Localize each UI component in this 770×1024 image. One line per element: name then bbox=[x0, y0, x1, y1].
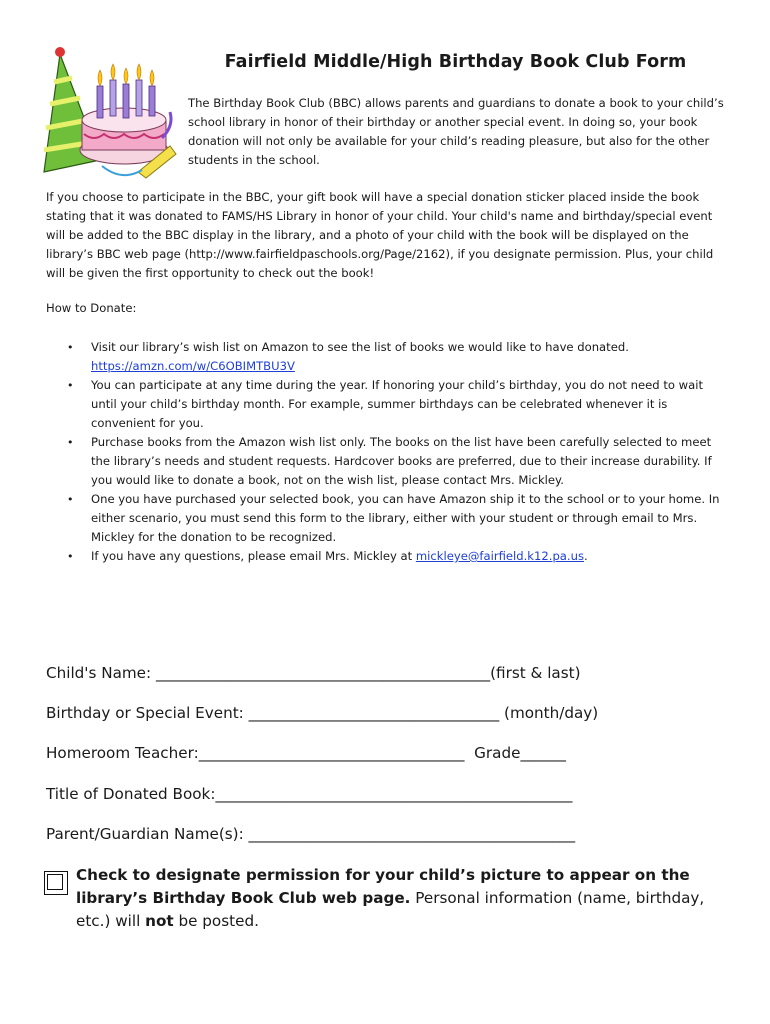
list-item bbox=[46, 490, 730, 547]
amazon-wishlist-link[interactable]: https://amzn.com/w/C6OBIMTBU3V bbox=[91, 359, 295, 373]
guardian-name-field[interactable]: Parent/Guardian Name(s): ___________________________________________ bbox=[46, 825, 576, 843]
permission-checkbox[interactable] bbox=[44, 871, 70, 897]
homeroom-teacher-field[interactable]: Homeroom Teacher:___________________________________ Grade______ bbox=[46, 744, 567, 762]
bullet-icon: • bbox=[67, 379, 74, 392]
how-to-donate-heading: How to Donate: bbox=[46, 301, 137, 315]
permission-normal-text: Personal information (name, birthday, etc.) will bbox=[76, 889, 705, 930]
period: . bbox=[583, 549, 588, 563]
bullet-icon: • bbox=[67, 550, 74, 563]
step-purchase-text: Purchase books from the Amazon wish list only. The books on the list have been carefully selected to meet the library’s needs and student requests. Hardcover books are preferred, due to their increase durability. If you would like to donate a book, not on the wish list, please contact Mrs. Mickley. bbox=[91, 435, 712, 487]
permission-end-text: be posted. bbox=[173, 912, 259, 930]
step-questions-text: If you have any questions, please email Mrs. Mickley at bbox=[91, 549, 416, 563]
birthday-cake-clipart-icon bbox=[42, 42, 177, 182]
permission-bold-text: Check to designate permission for your child’s picture to appear on the library’s Birthday Book Club web page. bbox=[76, 866, 690, 907]
form-title: Fairfield Middle/High Birthday Book Club Form bbox=[224, 52, 687, 72]
step-shipping-text: One you have purchased your selected book, you can have Amazon ship it to the school or to your home. In either scenario, you must send this form to the library, either with your student or through email to Mrs. Mickley for the donation to be recognized. bbox=[91, 492, 720, 544]
participation-paragraph: If you choose to participate in the BBC, your gift book will have a special donation sticker placed inside the book stating that it was donated to FAMS/HS Library in honor of your child. Your child's name and birthday/special event will be added to the BBC display in the library, and a photo of your child with the book will be displayed on the library’s BBC web page (http://www.fairfieldpaschools.org/Page/2162), if you designate permission. Plus, your child will be given the first opportunity to check out the book! bbox=[46, 190, 714, 280]
bullet-icon: • bbox=[67, 436, 74, 449]
donation-steps-list bbox=[46, 338, 730, 566]
photo-permission-text bbox=[76, 864, 726, 933]
step-timing-text: You can participate at any time during the year. If honoring your child’s birthday, you do not need to wait until your child’s birthday month. For example, summer birthdays can be celebrated whenever it is convenient for you. bbox=[91, 378, 703, 430]
intro-paragraph: The Birthday Book Club (BBC) allows parents and guardians to donate a book to your child’s school library in honor of their birthday or another special event. In doing so, your book donation will not only be available for your child’s reading pleasure, but also for the other students in the school. bbox=[188, 96, 724, 167]
list-item bbox=[46, 433, 730, 490]
birthday-field[interactable]: Birthday or Special Event: _________________________________ (month/day) bbox=[46, 704, 599, 722]
child-name-field[interactable]: Child's Name: ____________________________________________(first & last) bbox=[46, 664, 581, 682]
donated-book-title-field[interactable]: Title of Donated Book:_______________________________________________ bbox=[46, 785, 573, 803]
checkbox-inner-border bbox=[47, 874, 63, 890]
list-item bbox=[46, 376, 730, 433]
email-link[interactable]: mickleye@fairfield.k12.pa.us bbox=[415, 549, 584, 563]
step-wishlist-text: Visit our library’s wish list on Amazon to see the list of books we would like to have donated. bbox=[91, 340, 629, 354]
permission-not-text: not bbox=[145, 912, 174, 930]
list-item bbox=[46, 547, 730, 566]
bullet-icon: • bbox=[67, 493, 74, 506]
list-item bbox=[46, 338, 730, 376]
bullet-icon: • bbox=[67, 341, 74, 354]
